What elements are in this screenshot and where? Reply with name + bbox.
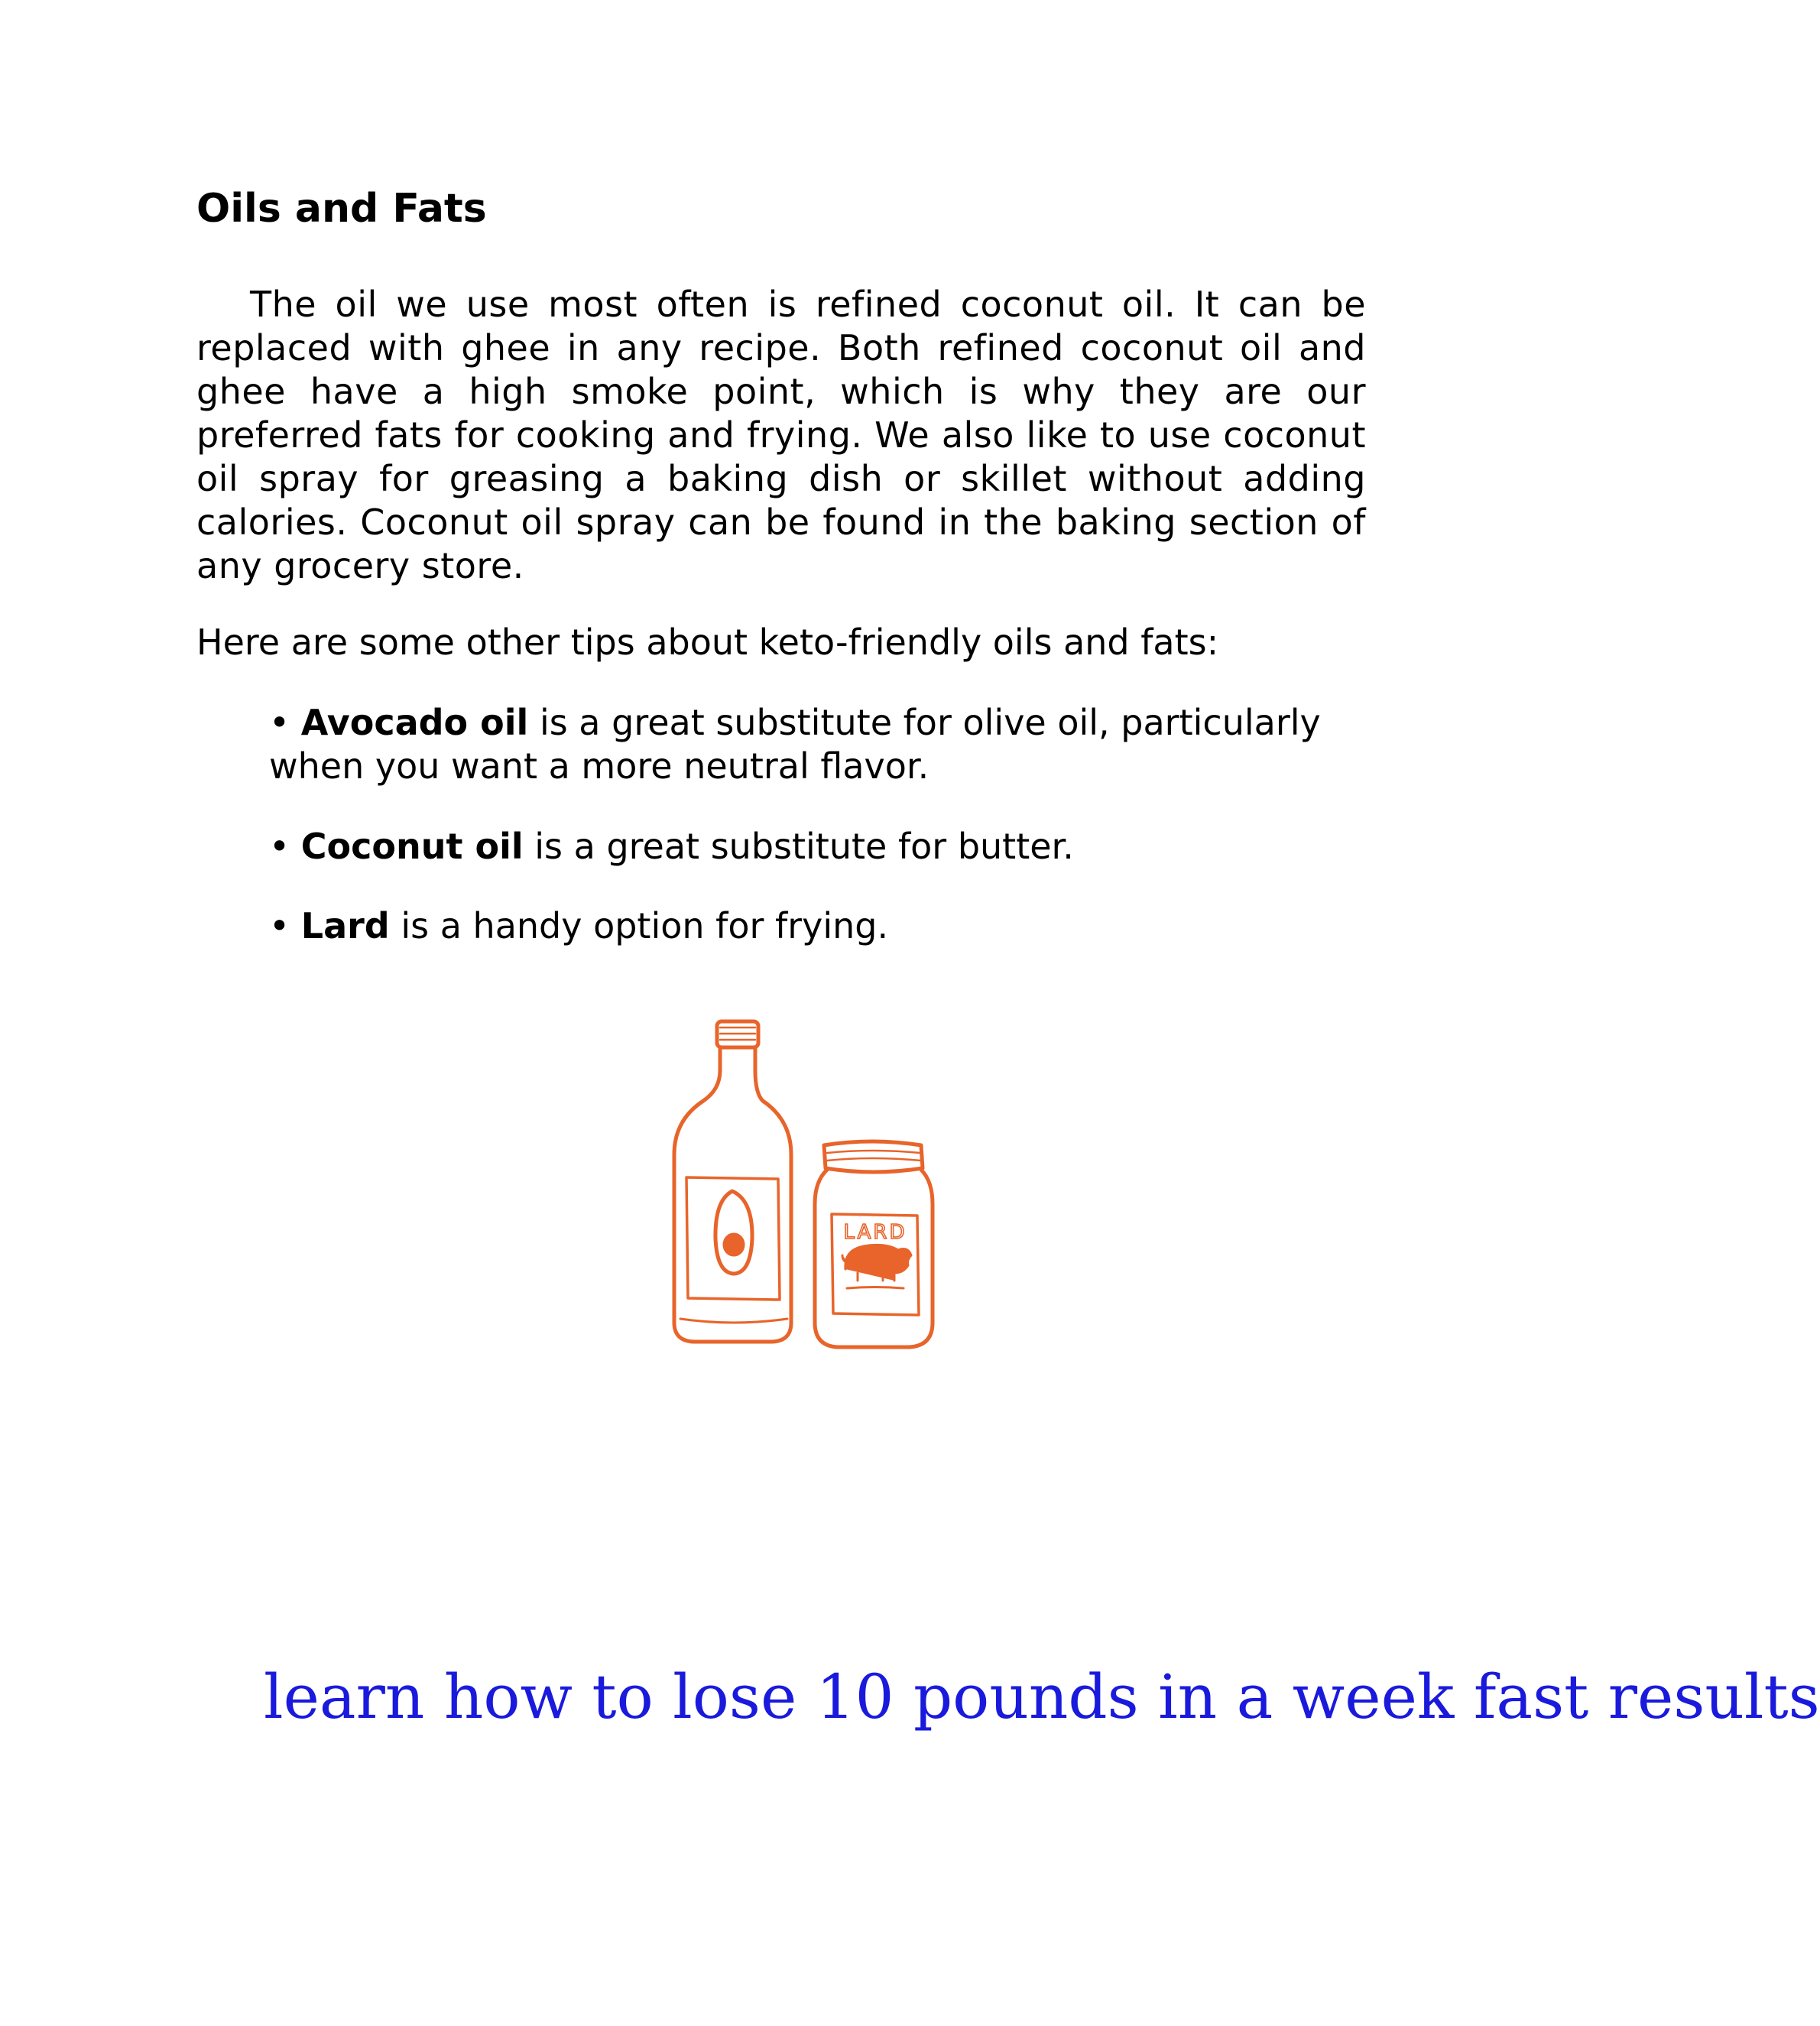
section-title: Oils and Fats (196, 186, 487, 232)
tip-term: Lard (300, 905, 390, 946)
oil-bottle-and-lard-jar-illustration (665, 1017, 955, 1369)
avocado-oil-bottle-icon (674, 1021, 791, 1342)
tip-item-lard (269, 904, 1366, 948)
bullet-icon: • (269, 905, 290, 946)
bullet-icon: • (269, 826, 290, 867)
bullet-icon: • (269, 702, 290, 743)
jar-label-text: LARD (843, 1221, 907, 1244)
tips-lead-text: Here are some other tips about keto-friendly oils and fats: (196, 622, 1219, 663)
tip-text: is a great substitute for olive oil, particularly when you want a more neutral flavor. (269, 702, 1321, 787)
tip-term: Avocado oil (300, 702, 529, 743)
lard-jar-icon (815, 1141, 933, 1347)
promo-link[interactable]: learn how to lose 10 pounds in a week fast results (264, 1661, 1820, 1732)
tip-item-avocado-oil (269, 701, 1366, 788)
intro-paragraph: The oil we use most often is refined coconut oil. It can be replaced with ghee in any recipe. Both refined coconut oil and ghee have a high smoke point, which is why they are our preferred fats for cooking and frying. We also like to use coconut oil spray for greasing a baking dish or skillet without adding calories. Coconut oil spray can be found in the baking section of any grocery store. (196, 284, 1366, 586)
tip-text: is a great substitute for butter. (534, 826, 1074, 867)
tip-term: Coconut oil (300, 826, 524, 867)
tip-item-coconut-oil (269, 825, 1366, 869)
tip-text: is a handy option for frying. (401, 905, 889, 946)
